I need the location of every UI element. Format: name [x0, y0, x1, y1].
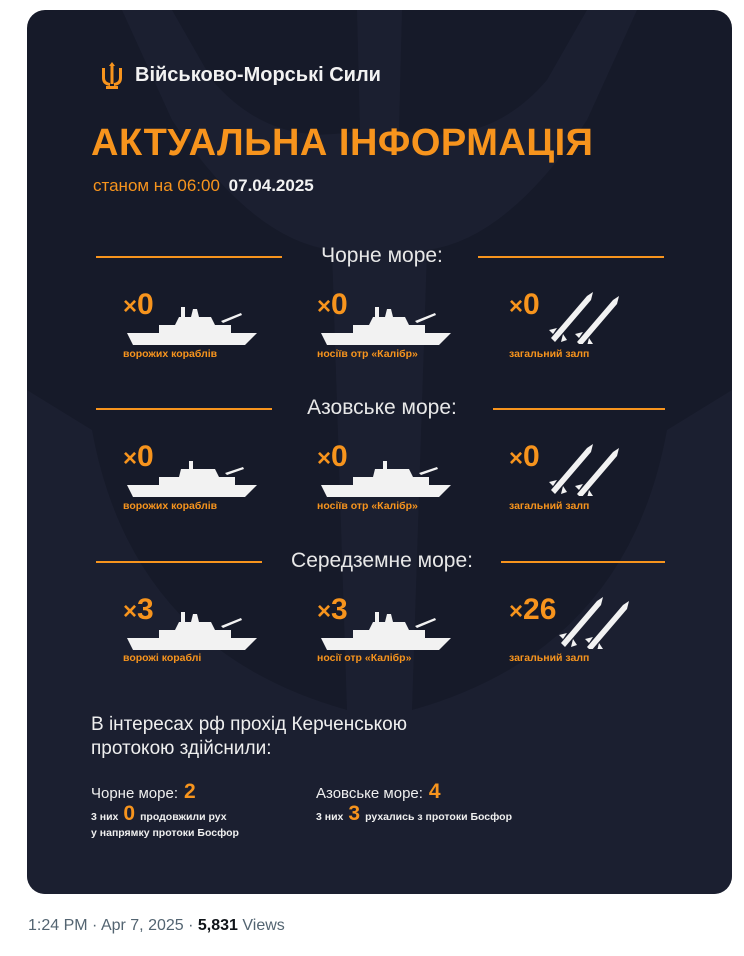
views-label: Views	[242, 917, 285, 934]
caption: ворожих кораблів	[123, 348, 218, 360]
warship-icon	[119, 610, 259, 650]
divider	[478, 256, 664, 258]
count-kalibr-carriers: ×0	[317, 288, 348, 321]
missiles-icon	[547, 288, 627, 344]
sea-title-azov: Азовське море:	[307, 396, 457, 419]
tweet-meta: 1:24 PM · Apr 7, 2025 · 5,831 Views	[28, 917, 285, 934]
brand-name: Військово-Морські Сили	[135, 64, 381, 86]
missiles-icon	[557, 593, 637, 649]
caption: носіїв отр «Калібр»	[317, 348, 418, 360]
count-total-salvo: ×0	[509, 288, 540, 321]
warship-icon	[313, 305, 453, 345]
count-total-salvo: ×0	[509, 440, 540, 473]
navy-emblem-icon	[99, 62, 125, 92]
warship-icon	[313, 610, 453, 650]
caption: ворожих кораблів	[123, 500, 218, 512]
post-time[interactable]: 1:24 PM	[28, 917, 88, 934]
views-count: 5,831	[197, 917, 238, 934]
warship-icon	[119, 457, 259, 497]
caption: загальний залп	[509, 500, 590, 512]
divider	[96, 408, 272, 410]
count-enemy-ships: ×3	[123, 593, 154, 626]
caption: ворожі кораблі	[123, 652, 202, 664]
missiles-icon	[547, 440, 627, 496]
count-enemy-ships: ×0	[123, 288, 154, 321]
count-total-salvo: ×26	[509, 593, 557, 626]
caption: носіїв отр «Калібр»	[317, 500, 418, 512]
count-enemy-ships: ×0	[123, 440, 154, 473]
warship-icon	[119, 305, 259, 345]
warship-icon	[313, 457, 453, 497]
divider	[501, 561, 665, 563]
caption: носії отр «Калібр»	[317, 652, 412, 664]
count-kalibr-carriers: ×3	[317, 593, 348, 626]
transit-black-sea-detail-2: у напрямку протоки Босфор	[91, 827, 239, 839]
as-of-date: 07.04.2025	[228, 176, 314, 195]
divider	[96, 256, 282, 258]
page-title: АКТУАЛЬНА ІНФОРМАЦІЯ	[91, 122, 594, 164]
transit-azov-sea-detail: 3 них 3 рухались з протоки Босфор	[316, 802, 512, 825]
transit-black-sea: Чорне море: 2	[91, 780, 196, 803]
sea-title-mediterranean: Середземне море:	[291, 549, 473, 572]
divider	[96, 561, 262, 563]
transit-black-sea-detail: 3 них 0 продовжили рух	[91, 802, 227, 825]
post-date[interactable]: Apr 7, 2025	[100, 917, 184, 934]
divider	[493, 408, 665, 410]
count-kalibr-carriers: ×0	[317, 440, 348, 473]
sea-title-black: Чорне море:	[321, 244, 443, 267]
caption: загальний залп	[509, 652, 590, 664]
infographic-card[interactable]	[27, 10, 732, 894]
kerch-transit-heading: В інтересах рф прохід Керченською протокою здійснили:	[91, 714, 407, 759]
as-of-line	[93, 176, 314, 196]
as-of-label: станом на 06:00	[93, 176, 220, 195]
transit-azov-sea: Азовське море: 4	[316, 780, 441, 803]
caption: загальний залп	[509, 348, 590, 360]
